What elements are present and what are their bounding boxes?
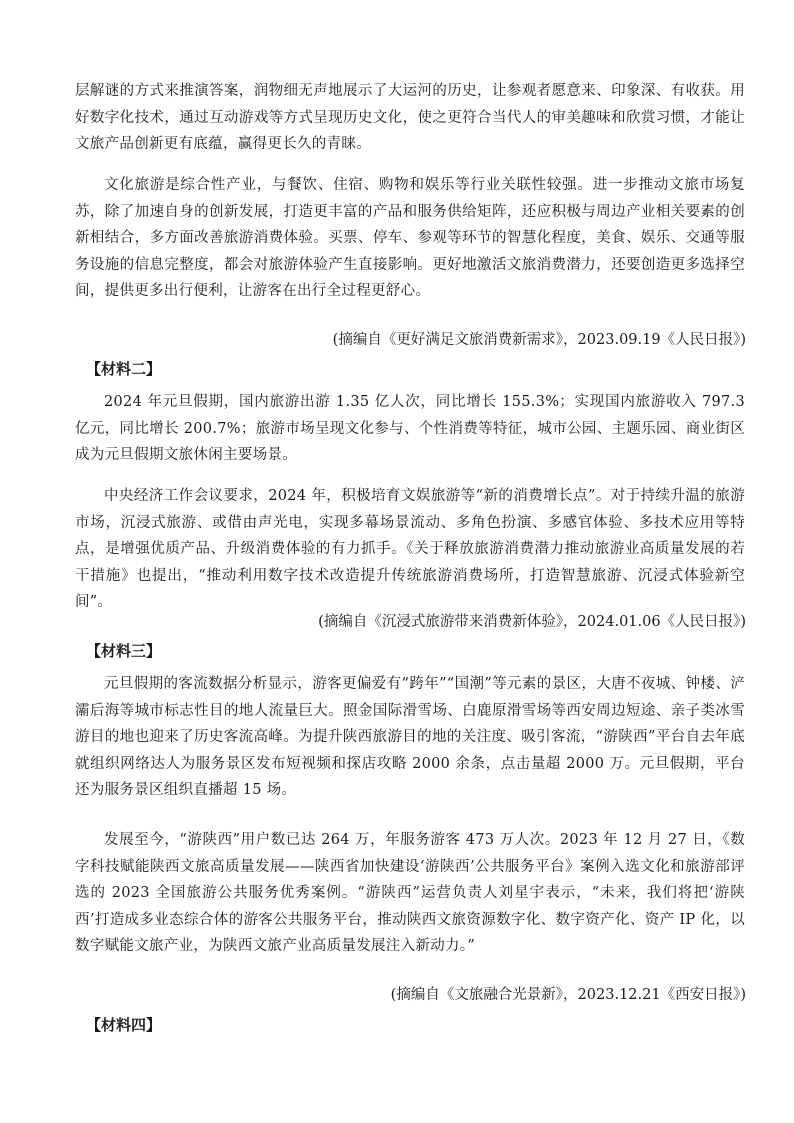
paragraph-central-economic: 中央经济工作会议要求，2024 年，积极培育文娱旅游等“新的消费增长点”。对于持续升温的旅游市场，沉浸式旅游、或借由声光电，实现多幕场景流动、多角色扮演、多感官体验、多技术应用等特点，是增强优质产品、升级消费体验的有力抓手。《关于释放旅游消费潜力推动旅游业高质量发展的若干措施》也提出，“推动利用数字技术改造提升传统旅游消费场所，打造智慧旅游、沉浸式体验新空间”。 [75,488,745,610]
heading-material-2: 【材料二】 [86,360,162,378]
paragraph-cultural-tourism: 文化旅游是综合性产业，与餐饮、住宿、购物和娱乐等行业关联性较强。进一步推动文旅市场复苏，除了加速自身的创新发展，打造更丰富的产品和服务供给矩阵，还应积极与周边产业相关要素的创新相结合，多方面改善旅游消费体验。买票、停车、参观等环节的智慧化程度，美食、娱乐、交通等服务设施的信息完整度，都会对旅游体验产生直接影响。更好地激活文旅消费潜力，还要创造更多选择空间，提供更多出行便利，让游客在出行全过程更舒心。 [75,177,745,299]
source-citation-3: (摘编自《文旅融合光景新》，2023.12.21《西安日报》) [390,987,746,1003]
paragraph-new-year-stats: 2024 年元旦假期，国内旅游出游 1.35 亿人次，同比增长 155.3%；实现国内旅游收入 797.3 亿元，同比增长 200.7%；旅游市场呈现文化参与、个性消费等特征，城市公园、主题乐园、商业街区成为元旦假期文旅休闲主要场景。 [75,394,745,463]
heading-material-4: 【材料四】 [86,1016,162,1034]
source-citation-1: (摘编自《更好满足文旅消费新需求》，2023.09.19《人民日报》) [332,332,746,348]
paragraph-you-shaanxi: 发展至今，“游陕西”用户数已达 264 万，年服务游客 473 万人次。2023 年 12 月 27 日，《数字科技赋能陕西文旅高质量发展——陕西省加快建设‘游陕西’公共服务平台》案例入选文化和旅游部评选的 2023 全国旅游公共服务优秀案例。“游陕西”运营负责人刘星宇表示，“未来，我们将把‘游陕西’打造成多业态综合体的游客公共服务平台，推动陕西文旅资源数字化、数字资产化、资产 IP 化，以数字赋能文旅产业，为陕西文旅产业高质量发展注入新动力。” [75,832,745,954]
source-citation-2: (摘编自《沉浸式旅游带来消费新体验》，2024.01.06《人民日报》) [318,614,746,630]
heading-material-3: 【材料三】 [86,642,162,660]
paragraph-visitor-data: 元旦假期的客流数据分析显示，游客更偏爱有“跨年”“国潮”等元素的景区，大唐不夜城、钟楼、浐灞后海等城市标志性目的地人流量巨大。照金国际滑雪场、白鹿原滑雪场等西安周边短途、亲子类冰雪游目的地也迎来了历史客流高峰。为提升陕西旅游目的地的关注度、吸引客流，“游陕西”平台自去年底就组织网络达人为服务景区发布短视频和探店攻略 2000 余条，点击量超 2000 万。元旦假期，平台还为服务景区组织直播超 15 场。 [75,676,745,798]
paragraph-continued: 层解谜的方式来推演答案，润物细无声地展示了大运河的历史，让参观者愿意来、印象深、有收获。用好数字化技术，通过互动游戏等方式呈现历史文化，使之更符合当代人的审美趣味和欣赏习惯，才能让文旅产品创新更有底蕴，赢得更长久的青睐。 [75,83,745,152]
